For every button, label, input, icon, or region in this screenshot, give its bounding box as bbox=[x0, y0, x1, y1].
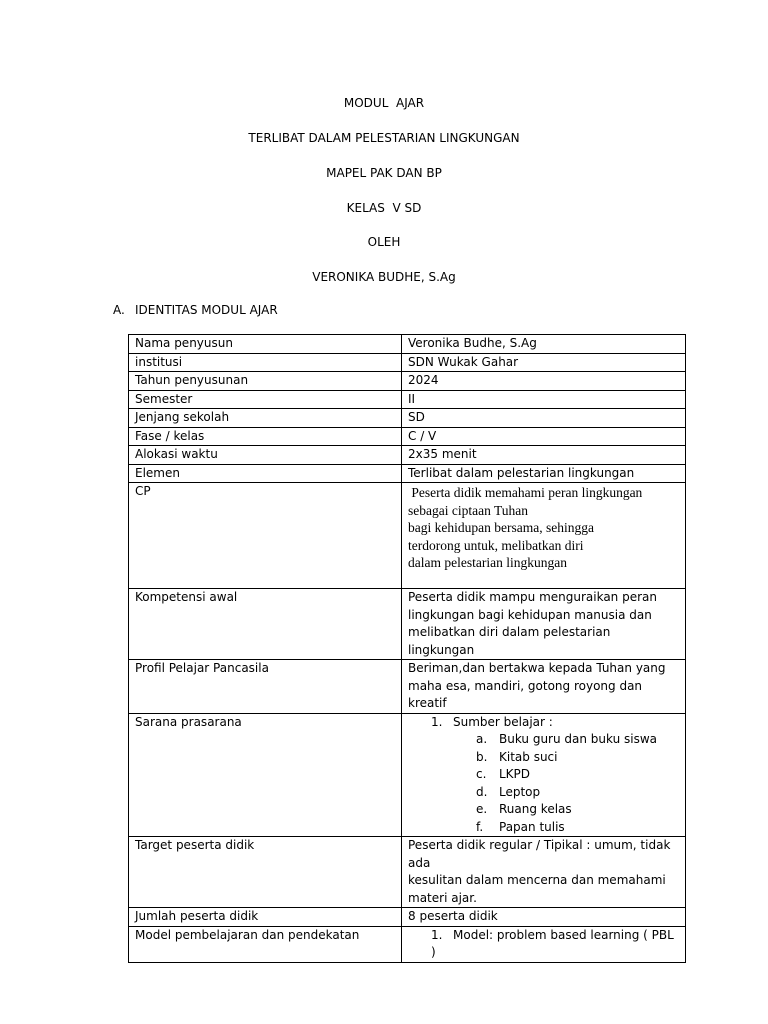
cp-line: bagi kehidupan bersama, sehingga bbox=[408, 520, 594, 535]
table-row bbox=[129, 409, 686, 428]
row-label: Alokasi waktu bbox=[129, 446, 402, 465]
list-number: 1. bbox=[431, 714, 443, 729]
row-label: Jumlah peserta didik bbox=[129, 908, 402, 927]
row-label: Sarana prasarana bbox=[129, 713, 402, 837]
sub-list-text: Leptop bbox=[499, 784, 541, 799]
row-value: Terlibat dalam pelestarian lingkungan bbox=[402, 464, 686, 483]
row-label: CP bbox=[129, 483, 402, 589]
target-line: materi ajar. bbox=[408, 890, 477, 905]
author-name: VERONIKA BUDHE, S.Ag bbox=[312, 270, 456, 284]
table-row-profil bbox=[129, 660, 686, 714]
table-row-jumlah bbox=[129, 908, 686, 927]
table-row bbox=[129, 372, 686, 391]
row-value: II bbox=[402, 390, 686, 409]
table-row bbox=[129, 390, 686, 409]
row-label: Profil Pelajar Pancasila bbox=[129, 660, 402, 714]
target-value bbox=[402, 837, 686, 908]
row-value: SDN Wukak Gahar bbox=[402, 353, 686, 372]
sub-list bbox=[431, 731, 679, 836]
section-number: A. bbox=[113, 303, 125, 317]
sub-list-item bbox=[431, 731, 679, 749]
list-item bbox=[408, 714, 679, 837]
table-row bbox=[129, 427, 686, 446]
sub-list-text: Buku guru dan buku siswa bbox=[499, 732, 658, 746]
row-value: 8 peserta didik bbox=[402, 908, 686, 927]
kompetensi-line: Peserta didik mampu menguraikan peran bbox=[408, 590, 657, 604]
table-row bbox=[129, 446, 686, 465]
sarana-list bbox=[408, 714, 679, 837]
model-value bbox=[402, 926, 686, 962]
row-label: Jenjang sekolah bbox=[129, 409, 402, 428]
sub-list-text: Kitab suci bbox=[499, 749, 558, 764]
row-value: 2x35 menit bbox=[402, 446, 686, 465]
section-heading bbox=[113, 303, 278, 317]
document-title: MODUL AJAR bbox=[343, 96, 425, 110]
row-label: Model pembelajaran dan pendekatan bbox=[129, 926, 402, 962]
sub-list-marker: b. bbox=[476, 749, 488, 764]
sub-list-text: LKPD bbox=[499, 767, 531, 781]
row-value: 2024 bbox=[402, 372, 686, 391]
table-row-target bbox=[129, 837, 686, 908]
table-row-cp bbox=[129, 483, 686, 589]
row-label: Elemen bbox=[129, 464, 402, 483]
sub-list-item bbox=[431, 749, 679, 767]
list-item-text: Sumber belajar : bbox=[453, 714, 553, 729]
cp-line: dalam pelestarian lingkungan bbox=[408, 555, 567, 570]
cp-line: sebagai ciptaan Tuhan bbox=[408, 502, 528, 518]
table-row bbox=[129, 335, 686, 354]
row-label: Fase / kelas bbox=[129, 427, 402, 446]
sub-list-marker: a. bbox=[476, 732, 488, 746]
row-value: C / V bbox=[402, 427, 686, 446]
kompetensi-line: lingkungan bagi kehidupan manusia dan bbox=[408, 607, 652, 622]
list-number: 1. bbox=[431, 927, 443, 942]
row-label: Kompetensi awal bbox=[129, 589, 402, 660]
sub-list-item bbox=[431, 766, 679, 784]
target-line: Peserta didik regular / Tipikal : umum, tidak ada bbox=[408, 838, 671, 870]
list-item bbox=[408, 927, 679, 962]
kompetensi-line: melibatkan diri dalam pelestarian lingkungan bbox=[408, 625, 611, 657]
sub-list-marker: f. bbox=[476, 819, 484, 834]
model-list bbox=[408, 927, 679, 962]
table-row-model bbox=[129, 926, 686, 962]
cp-line: terdorong untuk, melibatkan diri bbox=[408, 537, 584, 553]
profil-line: maha esa, mandiri, gotong royong dan kreatif bbox=[408, 678, 643, 710]
row-label: Nama penyusun bbox=[129, 335, 402, 354]
sub-list-marker: e. bbox=[476, 802, 488, 816]
identity-table bbox=[128, 334, 686, 963]
class-line: KELAS V SD bbox=[346, 201, 422, 215]
subject-line: MAPEL PAK DAN BP bbox=[326, 166, 442, 180]
row-value: Veronika Budhe, S.Ag bbox=[402, 335, 686, 354]
sub-list-marker: d. bbox=[476, 784, 488, 799]
list-item-text: Model: problem based learning ( PBL ) bbox=[431, 927, 674, 959]
cp-value bbox=[402, 483, 686, 589]
table-row bbox=[129, 464, 686, 483]
profil-line: Beriman,dan bertakwa kepada Tuhan yang bbox=[408, 661, 666, 675]
cp-line: Peserta didik memahami peran lingkungan bbox=[408, 485, 643, 500]
table-row-sarana bbox=[129, 713, 686, 837]
row-label: Tahun penyusunan bbox=[129, 372, 402, 391]
section-title: IDENTITAS MODUL AJAR bbox=[135, 303, 278, 317]
by-line: OLEH bbox=[367, 235, 401, 249]
sub-list-text: Papan tulis bbox=[499, 819, 565, 834]
sub-list-item bbox=[431, 801, 679, 819]
target-line: kesulitan dalam mencerna dan memahami bbox=[408, 873, 666, 887]
sub-list-item bbox=[431, 819, 679, 837]
row-label: Semester bbox=[129, 390, 402, 409]
sub-list-text: Ruang kelas bbox=[499, 802, 572, 816]
sub-list-marker: c. bbox=[476, 767, 487, 781]
sarana-value bbox=[402, 713, 686, 837]
row-label: Target peserta didik bbox=[129, 837, 402, 908]
sub-list-item bbox=[431, 784, 679, 802]
row-value: SD bbox=[402, 409, 686, 428]
kompetensi-value bbox=[402, 589, 686, 660]
table-row bbox=[129, 353, 686, 372]
module-topic: TERLIBAT DALAM PELESTARIAN LINGKUNGAN bbox=[248, 131, 520, 145]
table-row-kompetensi bbox=[129, 589, 686, 660]
profil-value bbox=[402, 660, 686, 714]
row-label: institusi bbox=[129, 353, 402, 372]
